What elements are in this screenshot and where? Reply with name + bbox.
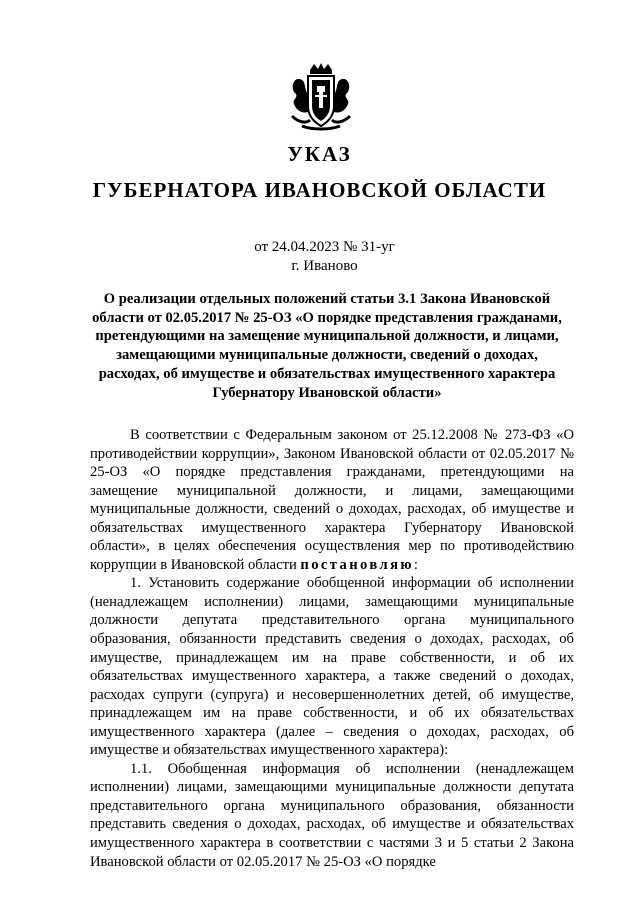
item-1-1-paragraph: 1.1. Обобщенная информация об исполнении (ненадлежащем исполнении) лицами, замещающими муниципальные должности депутата представительного органа муниципального образования, обязанности представить сведения о доходах, расходах, об имуществе и обязательствах имущественного характера в соответствии с частями 3 и 5 статьи 2 Закона Ивановской области от 02.05.2017 № 25-ОЗ «О порядке: [90, 760, 574, 870]
decree-city: г. Иваново: [291, 258, 358, 274]
decree-subject: О реализации отдельных положений статьи 3.1 Закона Ивановской области от 02.05.2017 № 25-ОЗ «О порядке представления гражданами, претендующими на замещение муниципальной должности, и лицами, замещающими муниципальные должности, сведений о доходах, расходах, об имуществе и обязательствах имущественного характера Губернатору Ивановской области»: [92, 291, 562, 401]
decree-date-number: от 24.04.2023 № 31-уг: [254, 239, 395, 255]
decree-word: постановляю: [300, 556, 414, 573]
preamble-paragraph: [90, 426, 574, 574]
document-type-title: УКАЗ: [287, 142, 352, 166]
issuer-title: ГУБЕРНАТОРА ИВАНОВСКОЙ ОБЛАСТИ: [92, 178, 547, 202]
decree-colon: :: [413, 556, 418, 573]
coat-of-arms-icon: [288, 62, 354, 132]
item-1-paragraph: 1. Установить содержание обобщенной информации об исполнении (ненадлежащем исполнении) лицами, замещающими муниципальные должности депутата представительного органа муниципального образования, обязанности представить сведения о доходах, расходах, об имуществе, принадлежащем им на праве собственности, и об их обязательствах имущественного характера, а также сведений о доходах, расходах супруги (супруга) и несовершеннолетних детей, об имуществе, принадлежащем им на праве собственности, и об их обязательствах имущественного характера (далее – сведения о доходах, расходах, об имуществе и обязательствах имущественного характера):: [90, 575, 574, 759]
decree-body: [90, 426, 574, 871]
preamble-text: В соответствии с Федеральным законом от 25.12.2008 № 273-ФЗ «О противодействии коррупции», Законом Ивановской области от 02.05.2017 № 25-ОЗ «О порядке представления гражданами, претендующими на замещение муниципальной должности, и лицами, замещающими муниципальные должности, сведений о доходах, расходах, об имуществе и обязательствах имущественного характера Губернатору Ивановской области», в целях обеспечения осуществления мер по противодействию коррупции в Ивановской области: [90, 427, 574, 573]
